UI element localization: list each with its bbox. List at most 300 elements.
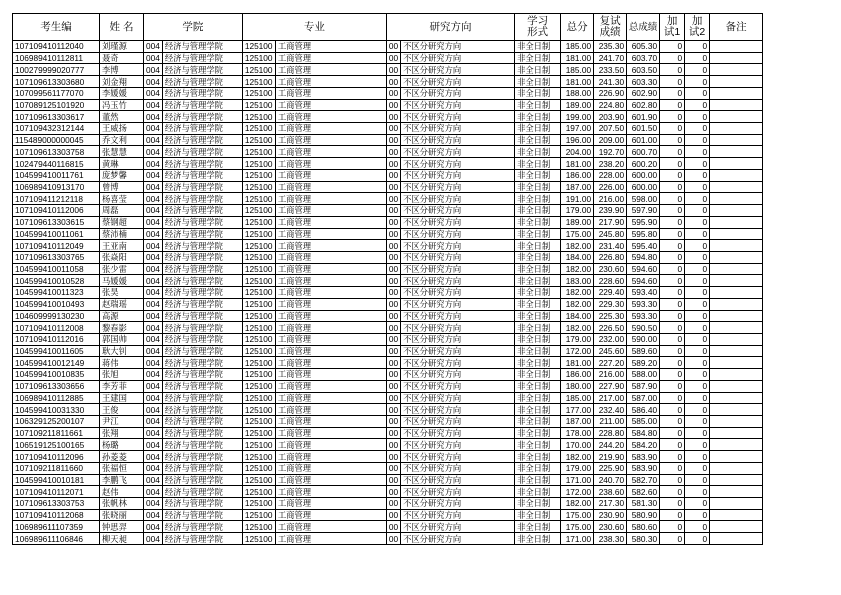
remark-cell: [710, 169, 763, 181]
extra-test-1-cell: 0: [660, 123, 685, 135]
extra-test-1-cell: 0: [660, 439, 685, 451]
candidate-name-cell: 杨璐: [100, 439, 144, 451]
major-code-cell: 125100: [242, 251, 275, 263]
direction-code-cell: 00: [386, 287, 400, 299]
remark-cell: [710, 392, 763, 404]
major-code-cell: 125100: [242, 322, 275, 334]
major-name-cell: 工商管理: [275, 392, 386, 404]
college-code-cell: 004: [144, 76, 163, 88]
college-code-cell: 004: [144, 509, 163, 521]
major-name-cell: 工商管理: [275, 87, 386, 99]
major-code-cell: 125100: [242, 521, 275, 533]
initial-total-cell: 189.00: [561, 99, 594, 111]
table-row: [13, 169, 763, 181]
extra-test-1-cell: 0: [660, 345, 685, 357]
major-name-cell: 工商管理: [275, 52, 386, 64]
college-code-cell: 004: [144, 298, 163, 310]
direction-code-cell: 00: [386, 322, 400, 334]
major-name-cell: 工商管理: [275, 298, 386, 310]
initial-total-cell: 185.00: [561, 392, 594, 404]
candidate-id-cell: 104599410012149: [13, 357, 100, 369]
candidate-id-cell: 107109410112068: [13, 509, 100, 521]
final-score-cell: 595.90: [627, 216, 660, 228]
candidate-name-cell: 张晓丽: [100, 509, 144, 521]
direction-name-cell: 不区分研究方向: [401, 392, 515, 404]
study-mode-cell: 非全日制: [515, 416, 561, 428]
table-row: [13, 275, 763, 287]
direction-name-cell: 不区分研究方向: [401, 263, 515, 275]
college-name-cell: 经济与管理学院: [162, 392, 242, 404]
retest-score-cell: 232.00: [594, 333, 627, 345]
admission-score-table: [12, 13, 763, 545]
extra-test-1-cell: 0: [660, 263, 685, 275]
header-jia2: 加 试2: [685, 14, 710, 41]
final-score-cell: 605.30: [627, 41, 660, 53]
extra-test-1-cell: 0: [660, 357, 685, 369]
candidate-id-cell: 106989410112885: [13, 392, 100, 404]
major-name-cell: 工商管理: [275, 439, 386, 451]
major-name-cell: 工商管理: [275, 357, 386, 369]
remark-cell: [710, 369, 763, 381]
major-name-cell: 工商管理: [275, 521, 386, 533]
direction-code-cell: 00: [386, 123, 400, 135]
table-row: [13, 533, 763, 545]
major-code-cell: 125100: [242, 509, 275, 521]
final-score-cell: 600.00: [627, 169, 660, 181]
college-code-cell: 004: [144, 146, 163, 158]
candidate-id-cell: 107089125101920: [13, 99, 100, 111]
direction-code-cell: 00: [386, 509, 400, 521]
candidate-name-cell: 杨喜莹: [100, 193, 144, 205]
initial-total-cell: 185.00: [561, 64, 594, 76]
candidate-id-cell: 106519125100165: [13, 439, 100, 451]
retest-score-cell: 232.40: [594, 404, 627, 416]
direction-name-cell: 不区分研究方向: [401, 76, 515, 88]
retest-score-cell: 238.30: [594, 533, 627, 545]
direction-code-cell: 00: [386, 357, 400, 369]
study-mode-cell: 非全日制: [515, 41, 561, 53]
candidate-id-cell: 104599410011761: [13, 169, 100, 181]
initial-total-cell: 181.00: [561, 52, 594, 64]
direction-code-cell: 00: [386, 76, 400, 88]
initial-total-cell: 181.00: [561, 357, 594, 369]
initial-total-cell: 182.00: [561, 287, 594, 299]
major-code-cell: 125100: [242, 87, 275, 99]
college-code-cell: 004: [144, 392, 163, 404]
major-name-cell: 工商管理: [275, 193, 386, 205]
header-fangxiang: 研究方向: [386, 14, 514, 41]
study-mode-cell: 非全日制: [515, 310, 561, 322]
major-name-cell: 工商管理: [275, 146, 386, 158]
major-code-cell: 125100: [242, 205, 275, 217]
extra-test-1-cell: 0: [660, 462, 685, 474]
college-code-cell: 004: [144, 439, 163, 451]
retest-score-cell: 239.90: [594, 205, 627, 217]
study-mode-cell: 非全日制: [515, 76, 561, 88]
direction-code-cell: 00: [386, 111, 400, 123]
final-score-cell: 584.20: [627, 439, 660, 451]
extra-test-2-cell: 0: [685, 322, 710, 334]
remark-cell: [710, 52, 763, 64]
study-mode-cell: 非全日制: [515, 333, 561, 345]
retest-score-cell: 238.60: [594, 486, 627, 498]
extra-test-1-cell: 0: [660, 64, 685, 76]
extra-test-1-cell: 0: [660, 486, 685, 498]
initial-total-cell: 182.00: [561, 451, 594, 463]
initial-total-cell: 189.00: [561, 216, 594, 228]
study-mode-cell: 非全日制: [515, 158, 561, 170]
direction-name-cell: 不区分研究方向: [401, 134, 515, 146]
college-name-cell: 经济与管理学院: [162, 228, 242, 240]
direction-code-cell: 00: [386, 205, 400, 217]
direction-name-cell: 不区分研究方向: [401, 52, 515, 64]
final-score-cell: 595.40: [627, 240, 660, 252]
extra-test-2-cell: 0: [685, 111, 710, 123]
retest-score-cell: 238.20: [594, 158, 627, 170]
final-score-cell: 589.60: [627, 345, 660, 357]
college-name-cell: 经济与管理学院: [162, 87, 242, 99]
candidate-id-cell: 107109411212118: [13, 193, 100, 205]
remark-cell: [710, 298, 763, 310]
candidate-name-cell: 曾博: [100, 181, 144, 193]
retest-score-cell: 226.90: [594, 87, 627, 99]
initial-total-cell: 180.00: [561, 380, 594, 392]
direction-code-cell: 00: [386, 474, 400, 486]
study-mode-cell: 非全日制: [515, 251, 561, 263]
final-score-cell: 593.30: [627, 298, 660, 310]
extra-test-1-cell: 0: [660, 521, 685, 533]
direction-name-cell: 不区分研究方向: [401, 158, 515, 170]
college-name-cell: 经济与管理学院: [162, 263, 242, 275]
header-xuexi: 学习 形式: [515, 14, 561, 41]
header-jia1: 加 试1: [660, 14, 685, 41]
extra-test-2-cell: 0: [685, 41, 710, 53]
initial-total-cell: 171.00: [561, 474, 594, 486]
table-row: [13, 181, 763, 193]
major-code-cell: 125100: [242, 439, 275, 451]
candidate-name-cell: 张福恒: [100, 462, 144, 474]
direction-name-cell: 不区分研究方向: [401, 498, 515, 510]
initial-total-cell: 187.00: [561, 181, 594, 193]
college-name-cell: 经济与管理学院: [162, 533, 242, 545]
college-code-cell: 004: [144, 451, 163, 463]
college-code-cell: 004: [144, 205, 163, 217]
major-name-cell: 工商管理: [275, 123, 386, 135]
candidate-name-cell: 周磊: [100, 205, 144, 217]
final-score-cell: 598.00: [627, 193, 660, 205]
extra-test-2-cell: 0: [685, 345, 710, 357]
candidate-name-cell: 钟思羿: [100, 521, 144, 533]
direction-code-cell: 00: [386, 427, 400, 439]
candidate-id-cell: 107109613303758: [13, 146, 100, 158]
candidate-name-cell: 孙菱菱: [100, 451, 144, 463]
extra-test-1-cell: 0: [660, 99, 685, 111]
retest-score-cell: 233.50: [594, 64, 627, 76]
final-score-cell: 603.50: [627, 64, 660, 76]
extra-test-2-cell: 0: [685, 123, 710, 135]
remark-cell: [710, 486, 763, 498]
college-name-cell: 经济与管理学院: [162, 322, 242, 334]
direction-name-cell: 不区分研究方向: [401, 287, 515, 299]
initial-total-cell: 182.00: [561, 322, 594, 334]
college-code-cell: 004: [144, 486, 163, 498]
direction-name-cell: 不区分研究方向: [401, 427, 515, 439]
extra-test-1-cell: 0: [660, 169, 685, 181]
direction-name-cell: 不区分研究方向: [401, 87, 515, 99]
college-code-cell: 004: [144, 275, 163, 287]
candidate-id-cell: 107109410112071: [13, 486, 100, 498]
extra-test-1-cell: 0: [660, 427, 685, 439]
study-mode-cell: 非全日制: [515, 345, 561, 357]
extra-test-2-cell: 0: [685, 486, 710, 498]
retest-score-cell: 224.80: [594, 99, 627, 111]
extra-test-1-cell: 0: [660, 146, 685, 158]
extra-test-2-cell: 0: [685, 333, 710, 345]
study-mode-cell: 非全日制: [515, 181, 561, 193]
extra-test-1-cell: 0: [660, 76, 685, 88]
candidate-name-cell: 尹江: [100, 416, 144, 428]
initial-total-cell: 175.00: [561, 521, 594, 533]
candidate-name-cell: 蒋伟: [100, 357, 144, 369]
direction-code-cell: 00: [386, 275, 400, 287]
direction-code-cell: 00: [386, 310, 400, 322]
direction-name-cell: 不区分研究方向: [401, 345, 515, 357]
study-mode-cell: 非全日制: [515, 439, 561, 451]
table-row: [13, 41, 763, 53]
final-score-cell: 594.60: [627, 263, 660, 275]
major-code-cell: 125100: [242, 123, 275, 135]
major-code-cell: 125100: [242, 333, 275, 345]
retest-score-cell: 217.90: [594, 216, 627, 228]
final-score-cell: 600.20: [627, 158, 660, 170]
direction-code-cell: 00: [386, 462, 400, 474]
major-name-cell: 工商管理: [275, 322, 386, 334]
direction-code-cell: 00: [386, 146, 400, 158]
final-score-cell: 603.70: [627, 52, 660, 64]
retest-score-cell: 230.60: [594, 263, 627, 275]
major-code-cell: 125100: [242, 146, 275, 158]
candidate-name-cell: 刘瑾源: [100, 41, 144, 53]
initial-total-cell: 171.00: [561, 533, 594, 545]
direction-name-cell: 不区分研究方向: [401, 521, 515, 533]
initial-total-cell: 179.00: [561, 205, 594, 217]
retest-score-cell: 240.70: [594, 474, 627, 486]
table-row: [13, 521, 763, 533]
candidate-id-cell: 107109410112049: [13, 240, 100, 252]
initial-total-cell: 172.00: [561, 486, 594, 498]
major-name-cell: 工商管理: [275, 64, 386, 76]
final-score-cell: 602.80: [627, 99, 660, 111]
college-name-cell: 经济与管理学院: [162, 380, 242, 392]
study-mode-cell: 非全日制: [515, 486, 561, 498]
table-row: [13, 205, 763, 217]
remark-cell: [710, 521, 763, 533]
candidate-id-cell: 104599410011323: [13, 287, 100, 299]
candidate-id-cell: 107109613303680: [13, 76, 100, 88]
extra-test-1-cell: 0: [660, 205, 685, 217]
college-name-cell: 经济与管理学院: [162, 146, 242, 158]
candidate-id-cell: 106329125200107: [13, 416, 100, 428]
direction-name-cell: 不区分研究方向: [401, 439, 515, 451]
initial-total-cell: 172.00: [561, 345, 594, 357]
study-mode-cell: 非全日制: [515, 64, 561, 76]
extra-test-2-cell: 0: [685, 193, 710, 205]
major-code-cell: 125100: [242, 357, 275, 369]
extra-test-2-cell: 0: [685, 416, 710, 428]
major-name-cell: 工商管理: [275, 181, 386, 193]
extra-test-1-cell: 0: [660, 322, 685, 334]
initial-total-cell: 186.00: [561, 169, 594, 181]
extra-test-2-cell: 0: [685, 99, 710, 111]
candidate-id-cell: 104599410011605: [13, 345, 100, 357]
candidate-id-cell: 106989611106846: [13, 533, 100, 545]
final-score-cell: 601.90: [627, 111, 660, 123]
study-mode-cell: 非全日制: [515, 287, 561, 299]
remark-cell: [710, 498, 763, 510]
extra-test-1-cell: 0: [660, 41, 685, 53]
final-score-cell: 603.30: [627, 76, 660, 88]
major-code-cell: 125100: [242, 404, 275, 416]
table-row: [13, 123, 763, 135]
extra-test-2-cell: 0: [685, 357, 710, 369]
initial-total-cell: 184.00: [561, 251, 594, 263]
candidate-name-cell: 王亚南: [100, 240, 144, 252]
candidate-name-cell: 冯玉竹: [100, 99, 144, 111]
final-score-cell: 590.00: [627, 333, 660, 345]
direction-name-cell: 不区分研究方向: [401, 146, 515, 158]
candidate-name-cell: 刘金翔: [100, 76, 144, 88]
direction-name-cell: 不区分研究方向: [401, 41, 515, 53]
retest-score-cell: 219.90: [594, 451, 627, 463]
candidate-name-cell: 庞梦馨: [100, 169, 144, 181]
table-row: [13, 462, 763, 474]
college-name-cell: 经济与管理学院: [162, 357, 242, 369]
college-code-cell: 004: [144, 52, 163, 64]
college-code-cell: 004: [144, 228, 163, 240]
direction-name-cell: 不区分研究方向: [401, 205, 515, 217]
college-code-cell: 004: [144, 240, 163, 252]
college-name-cell: 经济与管理学院: [162, 193, 242, 205]
major-code-cell: 125100: [242, 416, 275, 428]
college-code-cell: 004: [144, 181, 163, 193]
major-code-cell: 125100: [242, 134, 275, 146]
study-mode-cell: 非全日制: [515, 498, 561, 510]
remark-cell: [710, 240, 763, 252]
remark-cell: [710, 193, 763, 205]
major-name-cell: 工商管理: [275, 287, 386, 299]
initial-total-cell: 182.00: [561, 263, 594, 275]
extra-test-1-cell: 0: [660, 52, 685, 64]
extra-test-2-cell: 0: [685, 87, 710, 99]
initial-total-cell: 181.00: [561, 158, 594, 170]
candidate-id-cell: 107109410112008: [13, 322, 100, 334]
extra-test-2-cell: 0: [685, 392, 710, 404]
candidate-name-cell: 黄琳: [100, 158, 144, 170]
college-name-cell: 经济与管理学院: [162, 123, 242, 135]
remark-cell: [710, 181, 763, 193]
direction-code-cell: 00: [386, 52, 400, 64]
major-code-cell: 125100: [242, 380, 275, 392]
table-row: [13, 486, 763, 498]
college-name-cell: 经济与管理学院: [162, 416, 242, 428]
table-row: [13, 134, 763, 146]
candidate-name-cell: 张旭: [100, 369, 144, 381]
retest-score-cell: 228.60: [594, 275, 627, 287]
direction-name-cell: 不区分研究方向: [401, 474, 515, 486]
table-row: [13, 263, 763, 275]
remark-cell: [710, 427, 763, 439]
extra-test-2-cell: 0: [685, 287, 710, 299]
college-code-cell: 004: [144, 474, 163, 486]
major-code-cell: 125100: [242, 369, 275, 381]
extra-test-2-cell: 0: [685, 462, 710, 474]
initial-total-cell: 175.00: [561, 228, 594, 240]
final-score-cell: 590.50: [627, 322, 660, 334]
college-name-cell: 经济与管理学院: [162, 498, 242, 510]
direction-name-cell: 不区分研究方向: [401, 533, 515, 545]
extra-test-1-cell: 0: [660, 498, 685, 510]
retest-score-cell: 203.90: [594, 111, 627, 123]
study-mode-cell: 非全日制: [515, 462, 561, 474]
candidate-name-cell: 黎春影: [100, 322, 144, 334]
remark-cell: [710, 533, 763, 545]
major-name-cell: 工商管理: [275, 216, 386, 228]
extra-test-2-cell: 0: [685, 427, 710, 439]
major-name-cell: 工商管理: [275, 275, 386, 287]
study-mode-cell: 非全日制: [515, 533, 561, 545]
major-code-cell: 125100: [242, 310, 275, 322]
final-score-cell: 600.70: [627, 146, 660, 158]
initial-total-cell: 204.00: [561, 146, 594, 158]
initial-total-cell: 170.00: [561, 439, 594, 451]
extra-test-2-cell: 0: [685, 380, 710, 392]
direction-code-cell: 00: [386, 181, 400, 193]
table-row: [13, 52, 763, 64]
remark-cell: [710, 123, 763, 135]
study-mode-cell: 非全日制: [515, 111, 561, 123]
initial-total-cell: 183.00: [561, 275, 594, 287]
initial-total-cell: 179.00: [561, 333, 594, 345]
initial-total-cell: 184.00: [561, 310, 594, 322]
major-code-cell: 125100: [242, 52, 275, 64]
table-row: [13, 146, 763, 158]
remark-cell: [710, 509, 763, 521]
major-code-cell: 125100: [242, 275, 275, 287]
candidate-name-cell: 张翔: [100, 427, 144, 439]
college-name-cell: 经济与管理学院: [162, 205, 242, 217]
retest-score-cell: 244.20: [594, 439, 627, 451]
study-mode-cell: 非全日制: [515, 427, 561, 439]
table-row: [13, 111, 763, 123]
retest-score-cell: 226.00: [594, 181, 627, 193]
retest-score-cell: 216.00: [594, 193, 627, 205]
candidate-name-cell: 李博: [100, 64, 144, 76]
major-code-cell: 125100: [242, 263, 275, 275]
college-name-cell: 经济与管理学院: [162, 345, 242, 357]
college-name-cell: 经济与管理学院: [162, 99, 242, 111]
retest-score-cell: 226.80: [594, 251, 627, 263]
direction-name-cell: 不区分研究方向: [401, 322, 515, 334]
table-row: [13, 345, 763, 357]
candidate-id-cell: 104599410010181: [13, 474, 100, 486]
candidate-id-cell: 104599410031330: [13, 404, 100, 416]
extra-test-2-cell: 0: [685, 533, 710, 545]
candidate-name-cell: 张慧慧: [100, 146, 144, 158]
initial-total-cell: 178.00: [561, 427, 594, 439]
extra-test-1-cell: 0: [660, 134, 685, 146]
retest-score-cell: 229.40: [594, 287, 627, 299]
final-score-cell: 595.80: [627, 228, 660, 240]
